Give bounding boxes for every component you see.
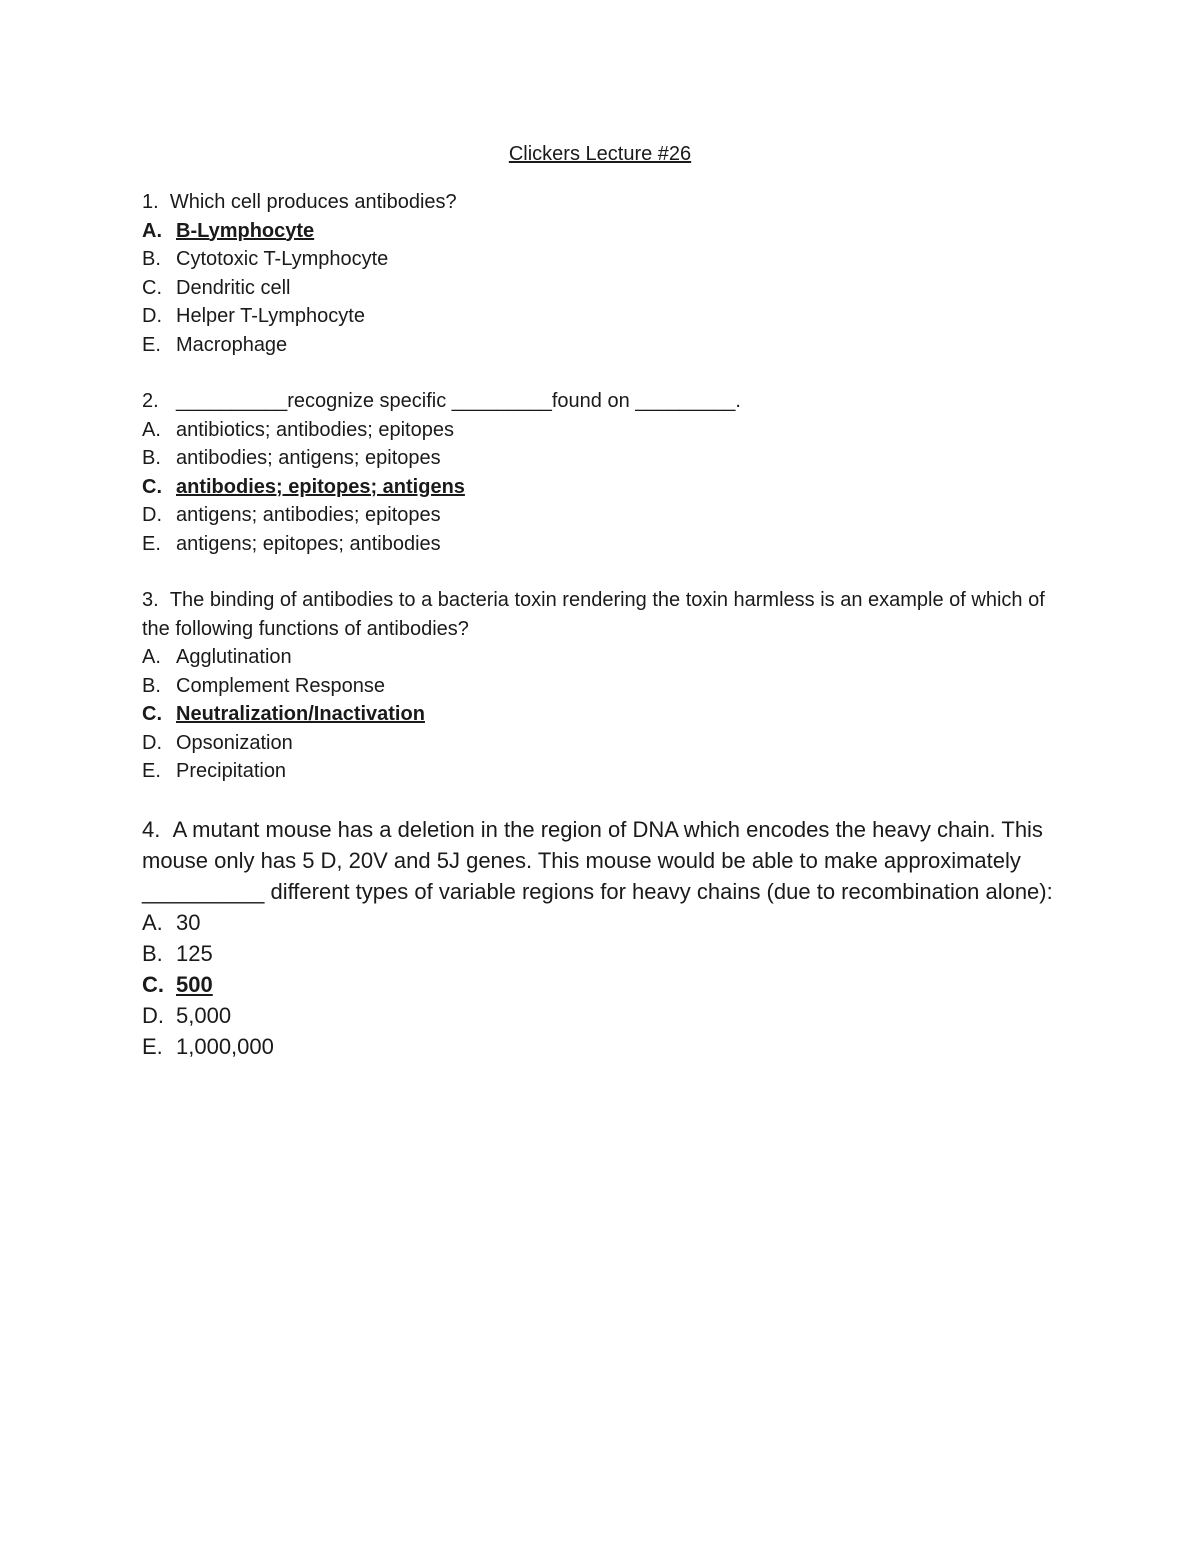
question-stem: [142, 814, 1072, 907]
question-text: Which cell produces antibodies?: [169, 191, 457, 213]
option-e: [142, 331, 1072, 360]
option-text: 500: [176, 972, 213, 997]
option-d: [142, 302, 1072, 331]
option-c-correct: [142, 473, 1072, 502]
question-text: The binding of antibodies to a bacteria toxin rendering the toxin harmless is an example of which of the following functions of antibodies?: [142, 589, 1045, 640]
option-label: E.: [142, 333, 161, 356]
option-label: A.: [142, 646, 161, 668]
option-c-correct: [142, 700, 1072, 729]
option-text: Cytotoxic T-Lymphocyte: [176, 248, 389, 270]
option-text: 5,000: [176, 1003, 232, 1028]
option-a: [142, 907, 1072, 938]
option-text: Macrophage: [176, 333, 288, 356]
option-label: D.: [142, 731, 162, 754]
option-text: Complement Response: [176, 674, 385, 697]
option-label: B.: [142, 248, 161, 270]
question-stem: [142, 188, 1072, 217]
question-4: [142, 814, 1072, 1062]
option-label: B.: [142, 447, 161, 469]
option-label: D.: [142, 504, 162, 526]
option-label: A.: [142, 219, 162, 242]
option-b: [142, 444, 1072, 473]
option-text: Precipitation: [176, 760, 287, 782]
option-d: [142, 501, 1072, 530]
option-text: 1,000,000: [176, 1034, 274, 1059]
option-label: B.: [142, 674, 161, 697]
option-b: [142, 938, 1072, 969]
option-text: Helper T-Lymphocyte: [176, 305, 365, 327]
option-label: C.: [142, 276, 162, 299]
question-2: [142, 387, 1072, 558]
option-label: A.: [142, 910, 163, 935]
option-text: B-Lymphocyte: [176, 219, 315, 242]
option-b: [142, 672, 1072, 701]
option-text: antibodies; antigens; epitopes: [176, 447, 441, 469]
option-label: D.: [142, 305, 162, 327]
option-label: E.: [142, 760, 161, 782]
option-text: 30: [176, 910, 201, 935]
option-a: [142, 643, 1072, 672]
option-text: antibodies; epitopes; antigens: [176, 475, 465, 498]
option-text: Opsonization: [176, 731, 293, 754]
option-label: A.: [142, 418, 161, 441]
question-number: 2.: [142, 390, 159, 412]
question-stem: [142, 387, 1072, 416]
question-number: 4.: [142, 817, 161, 842]
option-c: [142, 274, 1072, 303]
option-e: [142, 530, 1072, 559]
option-text: Dendritic cell: [176, 276, 291, 299]
option-label: C.: [142, 972, 164, 997]
option-b: [142, 245, 1072, 274]
option-label: E.: [142, 532, 161, 555]
option-label: B.: [142, 941, 163, 966]
question-3: [142, 586, 1072, 786]
question-number: 1.: [142, 191, 159, 213]
option-e: [142, 757, 1072, 786]
option-text: 125: [176, 941, 213, 966]
option-d: [142, 729, 1072, 758]
question-1: [142, 188, 1072, 359]
option-c-correct: [142, 969, 1072, 1000]
option-label: D.: [142, 1003, 164, 1028]
option-text: antigens; antibodies; epitopes: [176, 504, 441, 526]
question-stem: [142, 586, 1072, 643]
option-text: antibiotics; antibodies; epitopes: [176, 418, 454, 441]
option-label: C.: [142, 475, 162, 498]
option-e: [142, 1031, 1072, 1062]
question-text: A mutant mouse has a deletion in the region of DNA which encodes the heavy chain. This mouse only has 5 D, 20V and 5J genes. This mouse would be able to make approximately __________ different types of variable regions for heavy chains (due to recombination alone):: [142, 817, 1053, 904]
option-text: antigens; epitopes; antibodies: [176, 532, 441, 555]
option-d: [142, 1000, 1072, 1031]
option-label: C.: [142, 703, 162, 725]
option-text: Agglutination: [176, 646, 292, 668]
option-a-correct: [142, 217, 1072, 246]
option-text: Neutralization/Inactivation: [176, 703, 425, 725]
option-label: E.: [142, 1034, 163, 1059]
document-title: Clickers Lecture #26: [508, 143, 692, 165]
option-a: [142, 416, 1072, 445]
question-text: __________recognize specific _________found on _________.: [176, 390, 741, 412]
question-number: 3.: [142, 589, 159, 611]
